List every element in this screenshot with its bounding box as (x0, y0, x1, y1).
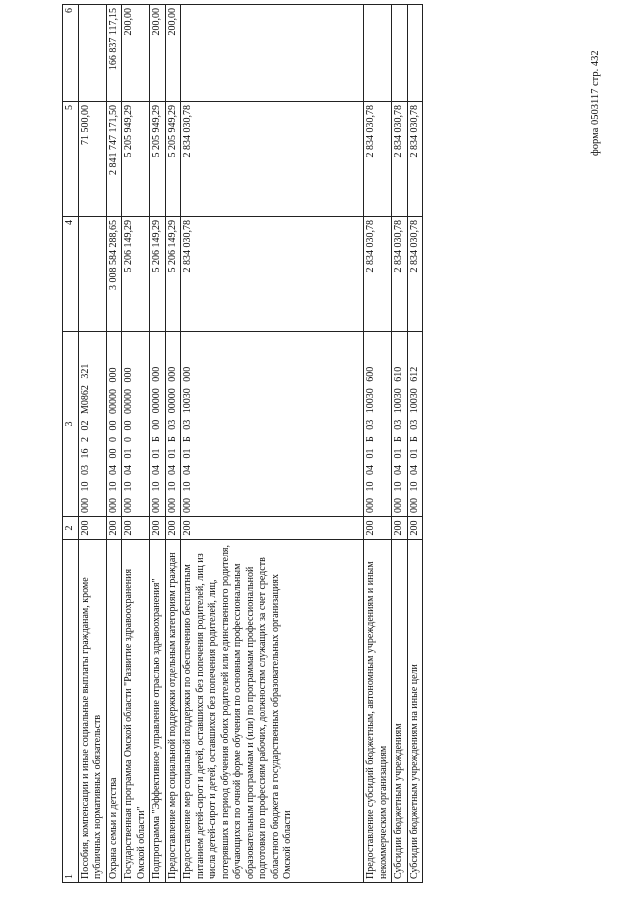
row-csr: 000 10 04 01 Б 03 10030 612 (407, 332, 423, 517)
table-row (165, 5, 181, 883)
row-code: 200 (78, 517, 106, 540)
row-csr: 000 10 04 01 Б 03 10030 610 (392, 332, 408, 517)
form-label: форма 0503117 стр. 432 (590, 50, 601, 156)
row-code: 200 (150, 517, 166, 540)
row-name: Предоставление мер социальной поддержки отдельным категориям граждан (165, 540, 181, 883)
row-csr: 000 10 04 00 0 00 00000 000 (106, 332, 122, 517)
table-row (106, 5, 122, 883)
table-row (364, 5, 392, 883)
row-col6 (181, 5, 364, 102)
table-row (392, 5, 408, 883)
row-col4: 5 206 149,29 (122, 217, 150, 332)
row-col6: 200,00 (122, 5, 150, 102)
header-col-2: 2 (63, 517, 79, 540)
row-code: 200 (407, 517, 423, 540)
header-col-3: 3 (63, 332, 79, 517)
row-name: Субсидии бюджетным учреждениям (392, 540, 408, 883)
row-col6 (78, 5, 106, 102)
row-col5: 2 834 030,78 (392, 102, 408, 217)
row-csr: 000 10 04 01 0 00 00000 000 (122, 332, 150, 517)
header-col-5: 5 (63, 102, 79, 217)
row-csr: 000 10 04 01 Б 03 10030 000 (181, 332, 364, 517)
row-col5: 5 205 949,29 (150, 102, 166, 217)
table-row (407, 5, 423, 883)
row-col4: 2 834 030,78 (392, 217, 408, 332)
row-col6: 200,00 (150, 5, 166, 102)
header-col-6: 6 (63, 5, 79, 102)
row-code: 200 (106, 517, 122, 540)
row-col4: 5 206 149,29 (165, 217, 181, 332)
row-code: 200 (122, 517, 150, 540)
row-col4: 3 008 584 288,65 (106, 217, 122, 332)
table-row (122, 5, 150, 883)
row-code: 200 (392, 517, 408, 540)
row-name: Подпрограмма "Эффективное управление отраслью здравоохранения" (150, 540, 166, 883)
row-csr: 000 10 04 01 Б 03 00000 000 (165, 332, 181, 517)
row-csr: 000 10 04 01 Б 00 00000 000 (150, 332, 166, 517)
row-col5: 2 841 747 171,50 (106, 102, 122, 217)
header-col-1: 1 (63, 540, 79, 883)
row-col5: 2 834 030,78 (364, 102, 392, 217)
row-col5: 5 205 949,29 (165, 102, 181, 217)
row-col6 (364, 5, 392, 102)
row-col4: 2 834 030,78 (181, 217, 364, 332)
row-name: Субсидии бюджетным учреждениям на иные цели (407, 540, 423, 883)
row-name: Предоставление мер социальной поддержки по обеспечению бесплатным питанием детей-сирот и детей, оставшихся без попечения родителей, лиц из числа детей-сирот и детей, оставшихся без попечения родителей, лиц, потерявших в период обучения обоих родителей или единственного родителя, обучающихся по очной форме обучения по основным профессиональным образовательным программам и (или) по программам профессиональной подготовки по профессиям рабочих, должностям служащих за счет средств областного бюджета в государственных образовательных организациях Омской области (181, 540, 364, 883)
row-col6 (392, 5, 408, 102)
header-col-4: 4 (63, 217, 79, 332)
row-col5: 71 500,00 (78, 102, 106, 217)
row-code: 200 (364, 517, 392, 540)
row-name: Пособия, компенсации и иные социальные выплаты гражданам, кроме публичных нормативных обязательств (78, 540, 106, 883)
row-col4: 2 834 030,78 (364, 217, 392, 332)
row-col6: 166 837 117,15 (106, 5, 122, 102)
row-name: Государственная программа Омской области "Развитие здравоохранения Омской области" (122, 540, 150, 883)
row-csr: 000 10 04 01 Б 03 10030 600 (364, 332, 392, 517)
row-col4 (78, 217, 106, 332)
row-col6 (407, 5, 423, 102)
row-name: Предоставление субсидий бюджетным, автономным учреждениям и иным некоммерческим организациям (364, 540, 392, 883)
row-code: 200 (165, 517, 181, 540)
table-row (78, 5, 106, 883)
row-csr: 000 10 03 16 2 02 M0862 321 (78, 332, 106, 517)
header-row (63, 5, 79, 883)
row-col6: 200,00 (165, 5, 181, 102)
row-col5: 5 205 949,29 (122, 102, 150, 217)
row-name: Охрана семьи и детства (106, 540, 122, 883)
row-col5: 2 834 030,78 (181, 102, 364, 217)
row-code: 200 (181, 517, 364, 540)
table-row (181, 5, 364, 883)
budget-table (62, 4, 423, 883)
table-row (150, 5, 166, 883)
row-col4: 5 206 149,29 (150, 217, 166, 332)
rotated-page (62, 8, 582, 883)
row-col4: 2 834 030,78 (407, 217, 423, 332)
row-col5: 2 834 030,78 (407, 102, 423, 217)
